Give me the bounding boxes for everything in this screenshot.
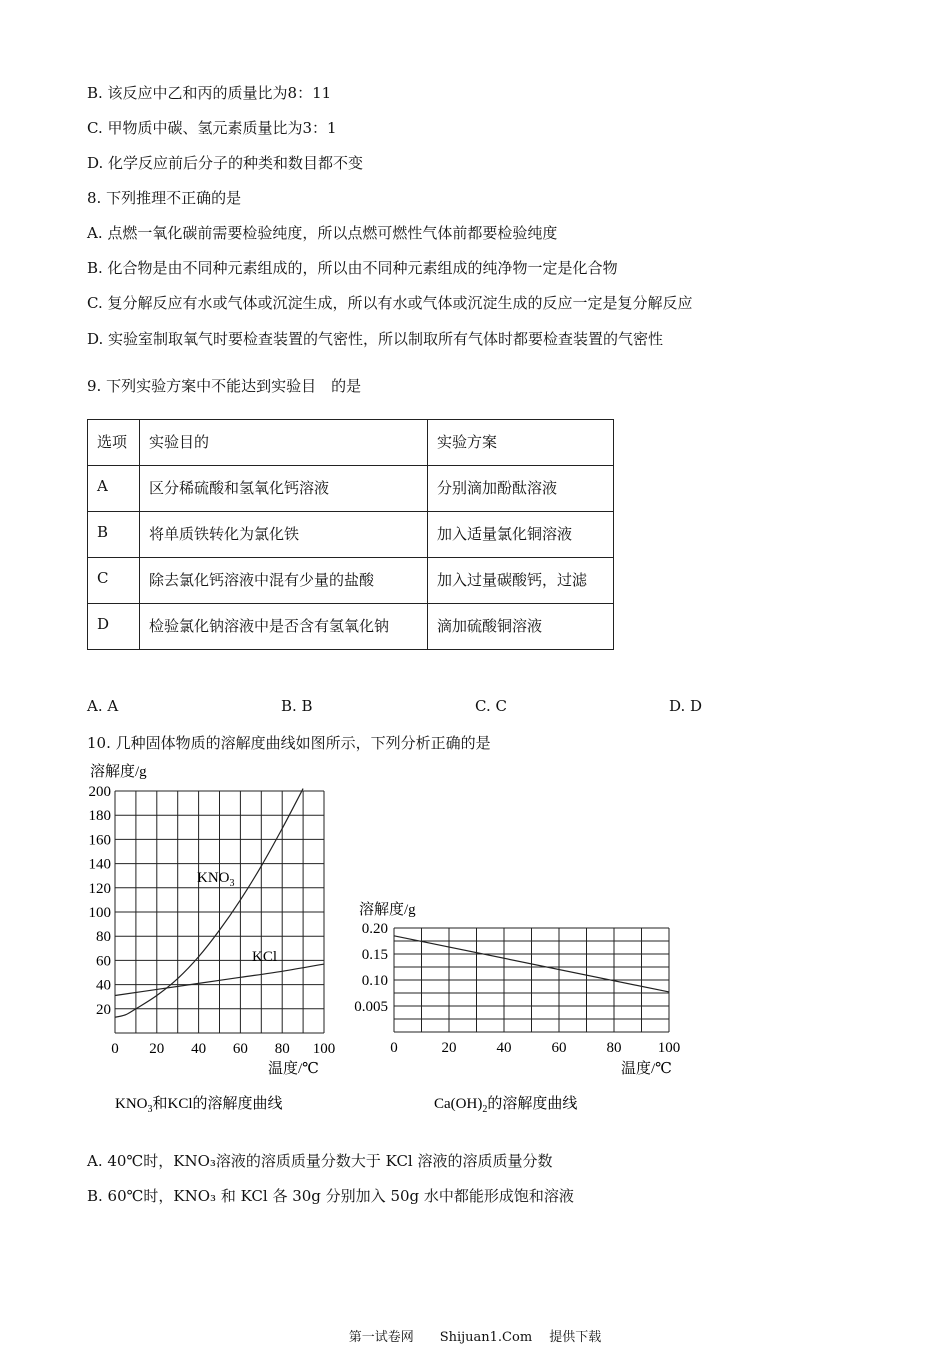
- table-cell: 滴加硫酸铜溶液: [428, 604, 614, 650]
- chart2-caption: $Ca(OH)_2$的溶解度曲线: [434, 1096, 578, 1115]
- y-tick-label: 160: [88, 832, 111, 849]
- x-tick-label: 60: [232, 1041, 248, 1057]
- y-tick-label: 100: [88, 905, 111, 921]
- caoh2-solubility-chart: [345, 890, 690, 1128]
- x-tick-label: 40: [496, 1040, 512, 1056]
- q8-option-b: B. 化合物是由不同种元素组成的，所以由不同种元素组成的纯净物一定是化合物: [87, 259, 618, 277]
- experiment-table: [87, 419, 614, 650]
- x-tick-label: 40: [191, 1041, 207, 1057]
- series-line-kno3: [115, 789, 303, 1018]
- x-tick-label: 100: [657, 1040, 681, 1056]
- x-tick-label: 80: [606, 1040, 622, 1056]
- table-header-row: [88, 420, 614, 466]
- x-tick-label: 20: [149, 1041, 165, 1057]
- page-footer: 第一试卷网 Shijuan1.Com 提供下载: [348, 1330, 602, 1345]
- y-tick-label: 200: [88, 784, 111, 800]
- y-tick-label: 60: [96, 953, 111, 970]
- table-row: [88, 512, 614, 558]
- chart1-xlabel: 温度/℃: [268, 1061, 319, 1077]
- chart1-ylabel: 溶解度/g: [90, 764, 147, 780]
- table-cell: C: [88, 558, 140, 604]
- table-cell: 除去氯化钙溶液中混有少量的盐酸: [140, 558, 428, 604]
- x-tick-label: 0: [390, 1040, 398, 1056]
- table-header: 实验方案: [428, 420, 614, 466]
- x-tick-label: 60: [551, 1040, 567, 1056]
- chart1-caption: $KNO_3$和KCl的溶解度曲线: [115, 1096, 283, 1115]
- x-tick-label: 80: [274, 1041, 290, 1057]
- y-tick-label: 140: [88, 856, 111, 873]
- series-label-kcl: KCl: [252, 949, 278, 965]
- q8-option-a: A. 点燃一氧化碳前需要检验纯度，所以点燃可燃性气体前都要检验纯度: [87, 224, 558, 242]
- y-tick-label: 40: [96, 977, 111, 994]
- y-tick-label: 80: [96, 929, 111, 946]
- table-cell: 分别滴加酚酞溶液: [428, 466, 614, 512]
- q8-option-d: D. 实验室制取氧气时要检查装置的气密性，所以制取所有气体时都要检查装置的气密性: [87, 330, 664, 348]
- kno3-kcl-solubility-chart: [80, 758, 350, 1128]
- q9-answer-a: A. A: [87, 697, 119, 715]
- q8-option-c: C. 复分解反应有水或气体或沉淀生成，所以有水或气体或沉淀生成的反应一定是复分解反应: [87, 294, 693, 312]
- q9-answer-d: D. D: [669, 697, 703, 715]
- x-tick-label: 100: [312, 1041, 336, 1057]
- table-cell: D: [88, 604, 140, 650]
- table-row: [88, 466, 614, 512]
- q7-option-c: C. 甲物质中碳、氢元素质量比为3：1: [87, 119, 337, 137]
- table-cell: 将单质铁转化为氯化铁: [140, 512, 428, 558]
- chart2-ylabel: 溶解度/g: [359, 902, 416, 918]
- x-tick-label: 0: [111, 1041, 119, 1057]
- table-cell: 区分稀硫酸和氢氧化钙溶液: [140, 466, 428, 512]
- series-label-kno3: $KNO_3$: [197, 870, 235, 889]
- q7-option-d: D. 化学反应前后分子的种类和数目都不变: [87, 154, 364, 172]
- q10-option-a: A. 40℃时，KNO₃溶液的溶质质量分数大于 KCl 溶液的溶质质量分数: [87, 1152, 553, 1170]
- y-tick-label: 180: [88, 808, 111, 825]
- q9-answer-b: B. B: [281, 697, 313, 715]
- q10-option-b: B. 60℃时，KNO₃ 和 KCl 各 30g 分别加入 50g 水中都能形成饱和溶液: [87, 1187, 574, 1205]
- question-8: 8. 下列推理不正确的是: [87, 189, 242, 207]
- question-10: 10. 几种固体物质的溶解度曲线如图所示，下列分析正确的是: [87, 734, 491, 752]
- table-cell: A: [88, 466, 140, 512]
- table-row: [88, 558, 614, 604]
- chart2-xlabel: 温度/℃: [621, 1061, 672, 1077]
- table-header: 实验目的: [140, 420, 428, 466]
- y-tick-label: 120: [88, 880, 111, 897]
- table-row: [88, 604, 614, 650]
- table-cell: B: [88, 512, 140, 558]
- y-tick-label: 20: [96, 1001, 111, 1018]
- q7-option-b: B. 该反应中乙和丙的质量比为8：11: [87, 84, 332, 102]
- y-tick-label: 0.20: [361, 921, 388, 937]
- table-cell: 加入适量氯化铜溶液: [428, 512, 614, 558]
- table-cell: 检验氯化钠溶液中是否含有氢氧化钠: [140, 604, 428, 650]
- table-cell: 加入过量碳酸钙，过滤: [428, 558, 614, 604]
- y-tick-label: 0.005: [354, 999, 388, 1015]
- y-tick-label: 0.10: [361, 973, 388, 989]
- question-9: 9. 下列实验方案中不能达到实验目 的是: [87, 377, 362, 395]
- x-tick-label: 20: [441, 1040, 457, 1056]
- y-tick-label: 0.15: [361, 947, 388, 963]
- table-header: 选项: [88, 420, 140, 466]
- q9-answer-c: C. C: [475, 697, 507, 715]
